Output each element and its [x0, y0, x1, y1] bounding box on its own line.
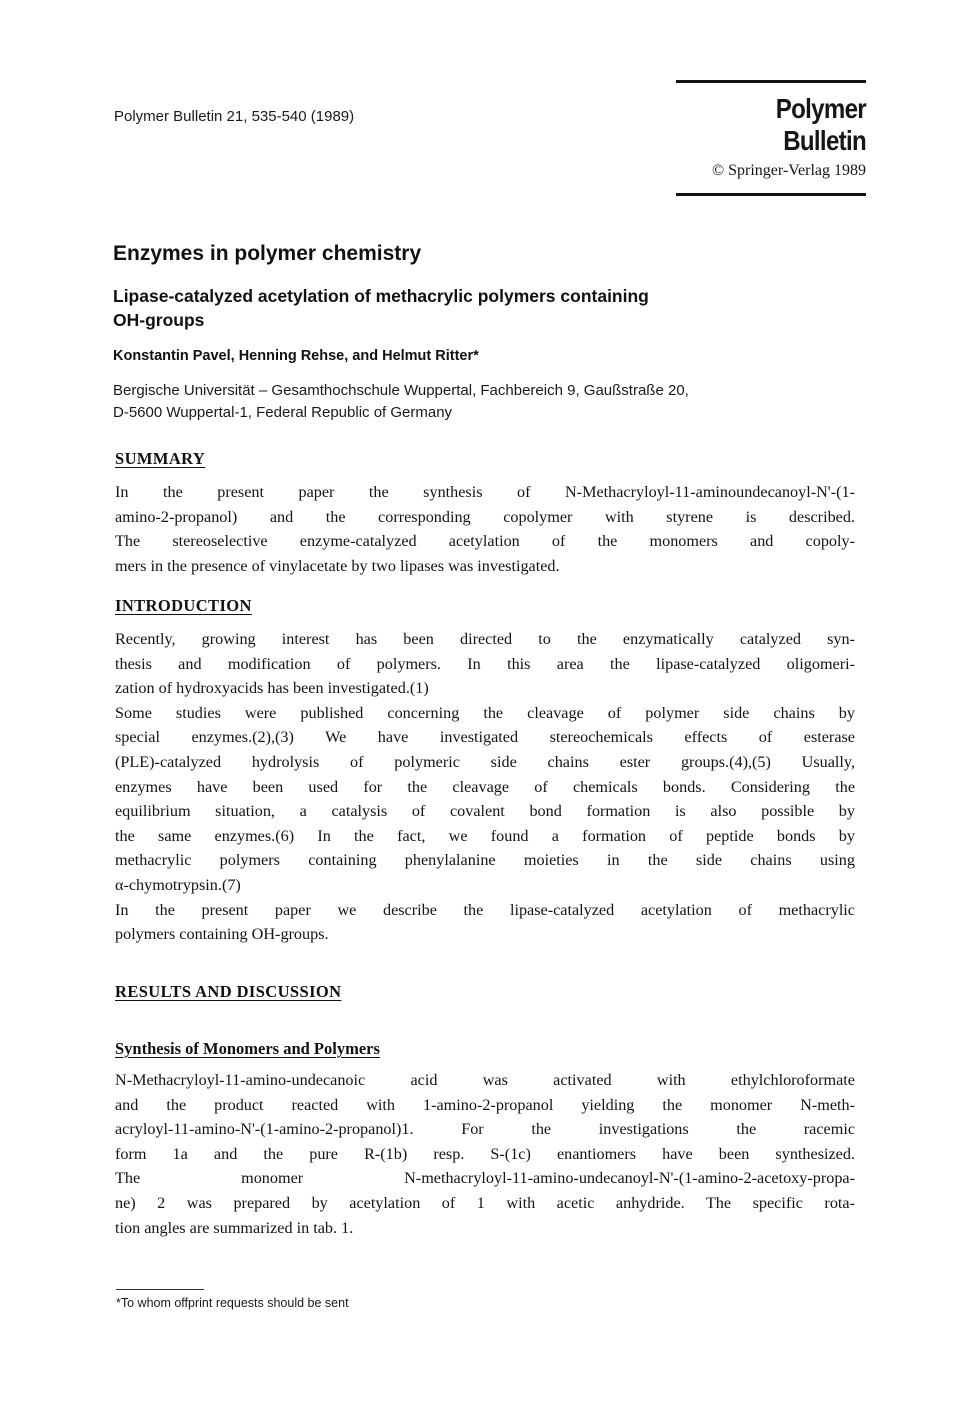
journal-masthead [676, 80, 866, 196]
text-line: tion angles are summarized in tab. 1. [115, 1218, 354, 1237]
text-line: N-Methacryloyl-11-amino-undecanoic acid was activated with ethylchloroformate [115, 1071, 855, 1089]
copyright-line: © Springer-Verlag 1989 [711, 162, 866, 179]
introduction-heading: INTRODUCTION [115, 596, 252, 615]
results-text [115, 1068, 855, 1240]
text-line: The stereoselective enzyme-catalyzed acetylation of the monomers and copoly- [115, 532, 855, 551]
summary-text [115, 480, 855, 578]
text-line: Recently, growing interest has been directed to the enzymatically catalyzed syn- [115, 630, 855, 648]
text-line: Some studies were published concerning the cleavage of polymer side chains by [115, 703, 855, 722]
text-line: zation of hydroxyacids has been investigated.(1) [115, 679, 429, 698]
text-line: mers in the presence of vinylacetate by two lipases was investigated. [115, 556, 560, 575]
summary-heading: SUMMARY [115, 449, 206, 468]
introduction-text [115, 627, 855, 947]
footnote-rule [116, 1289, 204, 1290]
text-line: enzymes have been used for the cleavage of chemicals bonds. Considering the [115, 777, 855, 796]
text-line: equilibrium situation, a catalysis of covalent bond formation is also possible by [115, 802, 855, 821]
text-line: ne) 2 was prepared by acetylation of 1 with acetic anhydride. The specific rota- [115, 1193, 855, 1212]
affiliation-line: D-5600 Wuppertal-1, Federal Republic of Germany [113, 404, 453, 421]
text-line: amino-2-propanol) and the corresponding copolymer with styrene is described. [115, 507, 855, 526]
author-list: Konstantin Pavel, Henning Rehse, and Helmut Ritter* [113, 348, 479, 364]
text-line: form 1a and the pure R-(1b) resp. S-(1c) enantiomers have been synthesized. [115, 1144, 855, 1163]
affiliation [113, 380, 833, 424]
text-line: In the present paper the synthesis of N-Methacryloyl-11-aminoundecanoyl-N'-(1- [115, 483, 855, 501]
synthesis-subheading: Synthesis of Monomers and Polymers [115, 1039, 380, 1058]
results-heading: RESULTS AND DISCUSSION [115, 982, 342, 1001]
citation-line: Polymer Bulletin 21, 535-540 (1989) [114, 108, 355, 125]
text-line: methacrylic polymers containing phenylalanine moieties in the side chains using [115, 851, 855, 870]
masthead-bottom-rule [676, 193, 866, 196]
text-line: α-chymotrypsin.(7) [115, 875, 241, 894]
text-line: acryloyl-11-amino-N'-(1-amino-2-propanol)1. For the investigations the racemic [115, 1120, 855, 1139]
article-title: Enzymes in polymer chemistry [113, 242, 422, 265]
masthead-top-rule [676, 80, 866, 83]
text-line: The monomer N-methacryloyl-11-amino-undecanoyl-N'-(1-amino-2-acetoxy-propa- [115, 1169, 855, 1188]
subtitle-line: Lipase-catalyzed acetylation of methacrylic polymers containing [113, 286, 649, 306]
text-line: (PLE)-catalyzed hydrolysis of polymeric side chains ester groups.(4),(5) Usually, [115, 752, 855, 771]
text-line: the same enzymes.(6) In the fact, we found a formation of peptide bonds by [115, 826, 855, 845]
text-line: In the present paper we describe the lipase-catalyzed acetylation of methacrylic [115, 900, 855, 919]
text-line: thesis and modification of polymers. In this area the lipase-catalyzed oligomeri- [115, 654, 855, 673]
text-line: special enzymes.(2),(3) We have investigated stereochemicals effects of esterase [115, 728, 855, 747]
affiliation-line: Bergische Universität – Gesamthochschule Wuppertal, Fachbereich 9, Gaußstraße 20, [113, 382, 689, 399]
text-line: and the product reacted with 1-amino-2-propanol yielding the monomer N-meth- [115, 1095, 855, 1114]
journal-name: Polymer Bulletin [775, 93, 866, 156]
article-subtitle [113, 284, 813, 332]
footnote: *To whom offprint requests should be sent [116, 1296, 349, 1310]
subtitle-line: OH-groups [113, 310, 205, 330]
text-line: polymers containing OH-groups. [115, 925, 329, 944]
